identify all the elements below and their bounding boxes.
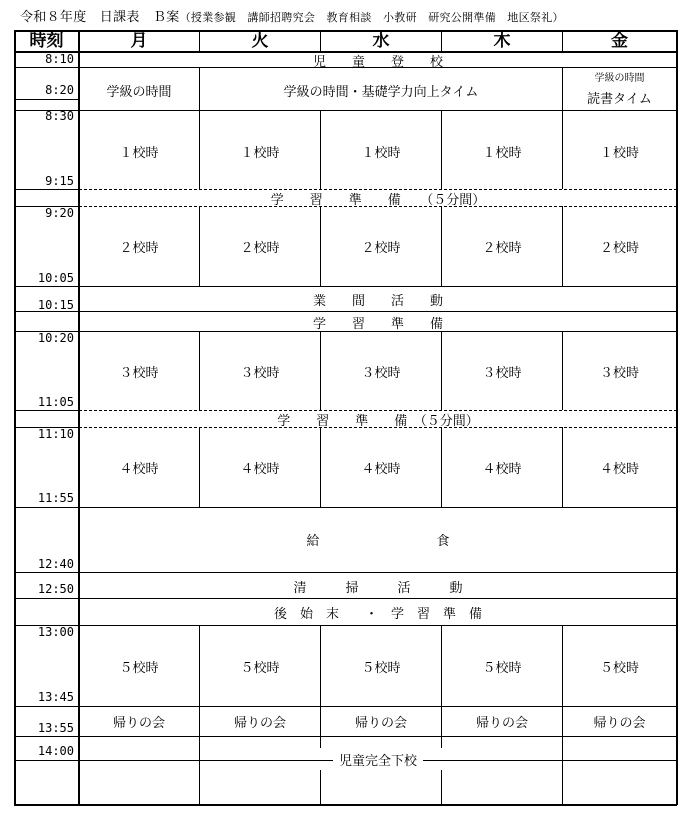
header-day-mon: 月 <box>130 31 148 51</box>
time-label: 9:15 <box>45 174 74 188</box>
period2-wed: ２校時 <box>361 241 401 256</box>
time-row-line <box>14 67 79 68</box>
period3-thu: ３校時 <box>482 366 522 381</box>
period1-mon: １校時 <box>119 146 159 161</box>
title-main: 令和８年度 日課表 Ｂ案 <box>20 10 180 25</box>
table-bottom-border <box>14 804 677 806</box>
row-line <box>79 311 677 312</box>
time-label: 13:55 <box>37 721 74 735</box>
time-row-line <box>14 410 79 411</box>
time-label: 11:05 <box>37 395 74 409</box>
period3-wed: ３校時 <box>361 366 401 381</box>
time-label: 13:00 <box>37 625 74 639</box>
time-row-line <box>14 598 79 599</box>
time-label: 12:40 <box>37 557 74 571</box>
time-row-line <box>14 706 79 707</box>
row-line <box>79 598 677 599</box>
time-row-line <box>14 99 79 100</box>
day-col-line <box>320 736 321 748</box>
period3-fri: ３校時 <box>599 366 639 381</box>
time-label: 10:05 <box>37 271 74 285</box>
prep-row-3: 学 習 準 備 （５分間） <box>277 414 479 429</box>
break-row: 業 間 活 動 <box>312 294 443 309</box>
header-day-wed: 水 <box>372 31 390 51</box>
cleaning-row: 清 掃 活 動 <box>293 581 463 596</box>
period1-wed: １校時 <box>361 146 401 161</box>
day-col-line <box>562 736 563 804</box>
day-col-line <box>441 770 442 804</box>
arrival-row: 児 童 登 校 <box>312 55 443 70</box>
header-time: 時刻 <box>29 31 64 51</box>
period4-fri: ４校時 <box>599 462 639 477</box>
leave-label <box>79 750 677 769</box>
period4-thu: ４校時 <box>482 462 522 477</box>
homeroom-tue-thu: 学級の時間・基礎学力向上タイム <box>283 85 479 100</box>
dismissal-wed: 帰りの会 <box>354 716 407 731</box>
period5-wed: ５校時 <box>361 661 401 676</box>
time-label: 8:20 <box>45 83 74 97</box>
row-line <box>14 572 677 573</box>
prep-row-2: 学 習 準 備 <box>312 317 443 332</box>
row-line <box>79 706 677 707</box>
time-label: 14:00 <box>37 744 74 758</box>
time-label: 10:15 <box>37 298 74 312</box>
time-label: 8:30 <box>45 109 74 123</box>
period4-wed: ４校時 <box>361 462 401 477</box>
period1-fri: １校時 <box>599 146 639 161</box>
period2-fri: ２校時 <box>599 241 639 256</box>
header-day-fri: 金 <box>611 31 628 51</box>
period1-thu: １校時 <box>482 146 522 161</box>
dismissal-mon: 帰りの会 <box>112 716 165 731</box>
period5-fri: ５校時 <box>599 661 639 676</box>
time-row-line <box>14 189 79 190</box>
homeroom-mon: 学級の時間 <box>106 85 172 100</box>
period2-tue: ２校時 <box>240 241 280 256</box>
row-line <box>14 507 677 508</box>
period3-mon: ３校時 <box>119 366 159 381</box>
day-col-line <box>441 736 442 748</box>
period4-tue: ４校時 <box>240 462 280 477</box>
lunch-row: 給 食 <box>306 534 450 549</box>
prep-row-1: 学 習 準 備 （５分間） <box>270 193 486 208</box>
time-label: 10:20 <box>37 331 74 345</box>
dismissal-thu: 帰りの会 <box>475 716 528 731</box>
time-label: 9:20 <box>45 206 74 220</box>
period1-tue: １校時 <box>240 146 280 161</box>
day-col-line <box>199 736 200 804</box>
time-label: 13:45 <box>37 690 74 704</box>
period5-thu: ５校時 <box>482 661 522 676</box>
period5-tue: ５校時 <box>240 661 280 676</box>
homeroom-fri: 読書タイム <box>587 92 652 107</box>
period5-mon: ５校時 <box>119 661 159 676</box>
row-line <box>14 625 677 626</box>
header-day-tue: 火 <box>251 31 269 51</box>
table-left-border <box>14 30 16 805</box>
row-line <box>14 736 677 737</box>
header-day-thu: 木 <box>493 31 511 51</box>
time-label: 12:50 <box>37 582 74 596</box>
time-label: 8:10 <box>45 52 74 66</box>
period2-mon: ２校時 <box>119 241 159 256</box>
leave-text: 児童完全下校 <box>333 754 423 769</box>
period3-tue: ３校時 <box>240 366 280 381</box>
row-line <box>14 286 677 287</box>
cleanup-row: 後 始 末 ・ 学 習 準 備 <box>273 607 482 622</box>
dismissal-fri: 帰りの会 <box>593 716 646 731</box>
period4-mon: ４校時 <box>119 462 159 477</box>
dismissal-tue: 帰りの会 <box>233 716 286 731</box>
row-line <box>14 110 677 111</box>
homeroom-fri-small: 学級の時間 <box>594 73 645 84</box>
period2-thu: ２校時 <box>482 241 522 256</box>
title-note: （授業参観 講師招聘究会 教育相談 小教研 研究公開準備 地区祭礼） <box>179 11 564 24</box>
time-label: 11:55 <box>37 491 74 505</box>
day-col-line <box>320 770 321 804</box>
time-label: 11:10 <box>37 427 74 441</box>
